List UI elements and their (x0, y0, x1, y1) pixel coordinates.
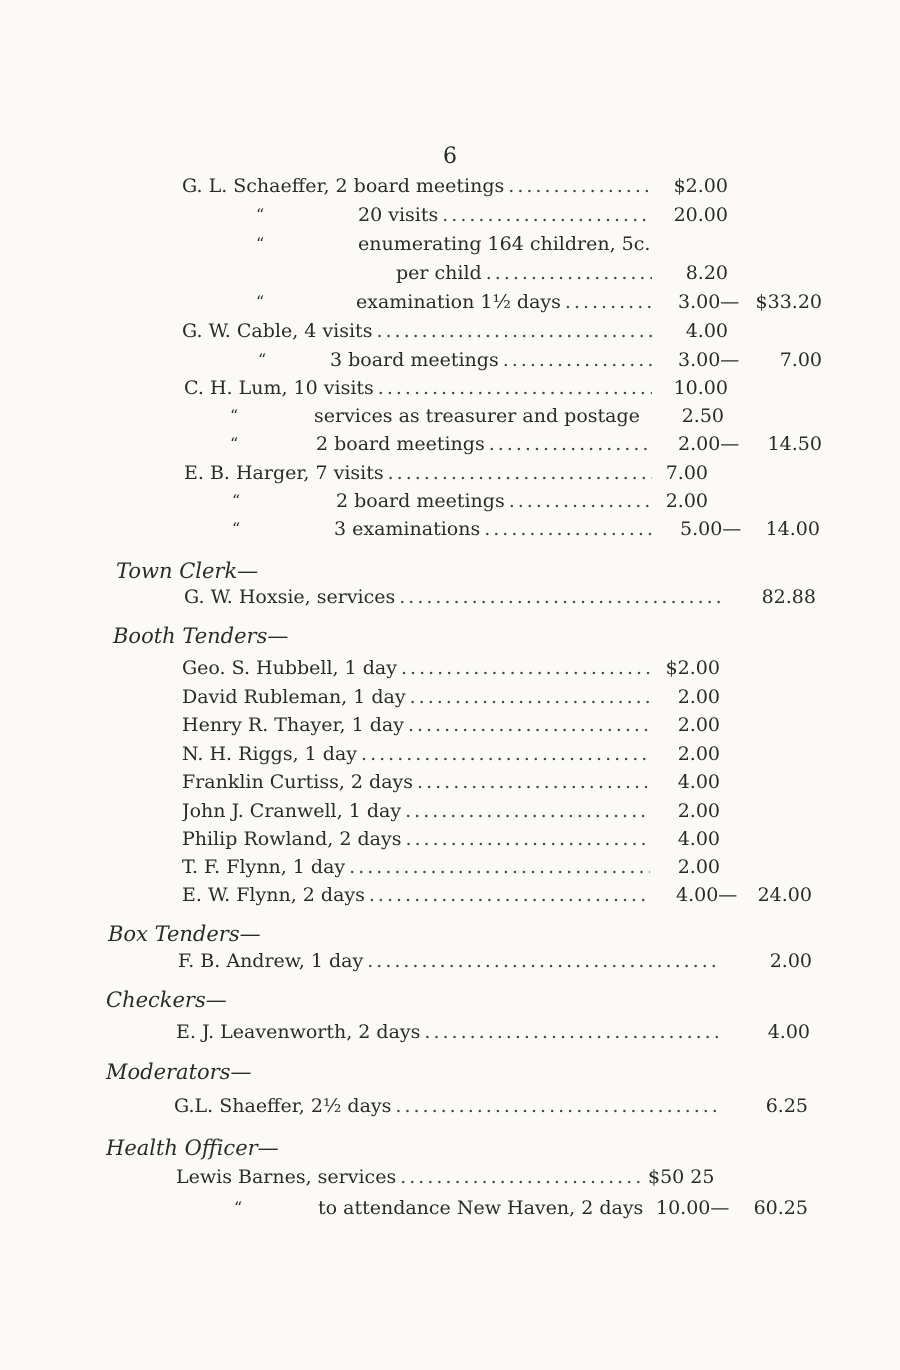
line-text: F. B. Andrew, 1 day (178, 950, 364, 972)
section-heading: Booth Tenders— (113, 624, 289, 648)
line-amount: 4.00 (685, 320, 728, 342)
line-text: 2 board meetings (336, 490, 505, 512)
line-text: per child (396, 262, 482, 284)
line-amount: $2.00 (673, 175, 728, 197)
line-total: 24.00 (757, 884, 812, 906)
line-total: 7.00 (779, 349, 822, 371)
ledger-line (182, 259, 822, 287)
leader-dots (367, 947, 720, 975)
ledger-line (182, 740, 822, 768)
line-text: C. H. Lum, 10 visits (184, 377, 374, 399)
line-total: 14.00 (765, 518, 820, 540)
line-text: E. J. Leavenworth, 2 days (176, 1021, 421, 1043)
leader-dots (388, 459, 652, 487)
leader-dots (503, 346, 652, 374)
leader-dots (417, 768, 650, 796)
ledger-line (184, 487, 822, 515)
leader-dots (486, 259, 652, 287)
leader-dots (489, 430, 652, 458)
ditto-mark: “ (232, 491, 241, 510)
line-total: 2.00 (769, 950, 812, 972)
section-heading: Checkers— (106, 988, 227, 1012)
line-text: 2 board meetings (316, 433, 485, 455)
ledger-line (182, 230, 822, 258)
leader-dots (565, 288, 652, 316)
line-amount: $50 25 (648, 1166, 715, 1188)
line-amount: 10.00— (656, 1197, 730, 1219)
leader-dots (361, 740, 650, 768)
leader-dots (508, 172, 652, 200)
ledger-line (182, 346, 822, 374)
leader-dots (405, 825, 650, 853)
leader-dots (399, 583, 724, 611)
line-amount: $2.00 (665, 657, 720, 679)
line-amount: 20.00 (673, 204, 728, 226)
line-amount: 2.00 (677, 856, 720, 878)
ledger-line (184, 515, 822, 543)
leader-dots (376, 317, 652, 345)
line-amount: 8.20 (685, 262, 728, 284)
line-text: Philip Rowland, 2 days (182, 828, 402, 850)
line-text: 3 board meetings (330, 349, 499, 371)
leader-dots (400, 1163, 644, 1191)
ledger-line (184, 430, 822, 458)
section-heading: Town Clerk— (116, 559, 259, 583)
ledger-line (182, 768, 822, 796)
ditto-mark: “ (256, 292, 265, 311)
line-amount: 10.00 (673, 377, 728, 399)
ledger-line (176, 1163, 816, 1191)
line-total: 6.25 (765, 1095, 808, 1117)
line-text: John J. Cranwell, 1 day (182, 800, 402, 822)
line-text: services as treasurer and postage (314, 405, 640, 427)
line-total: $33.20 (755, 291, 822, 313)
ledger-line (182, 881, 822, 909)
line-text: Geo. S. Hubbell, 1 day (182, 657, 397, 679)
line-text: Franklin Curtiss, 2 days (182, 771, 414, 793)
ditto-mark: “ (232, 519, 241, 538)
section-heading: Moderators— (106, 1060, 252, 1084)
leader-dots (349, 853, 650, 881)
ledger-line (184, 583, 822, 611)
leader-dots (424, 1018, 718, 1046)
ledger-line (182, 711, 822, 739)
line-text: G. W. Cable, 4 visits (182, 320, 373, 342)
section-heading: Box Tenders— (108, 922, 261, 946)
line-amount: 2.00 (677, 800, 720, 822)
ditto-mark: “ (230, 434, 239, 453)
line-text: 3 examinations (334, 518, 481, 540)
leader-dots (378, 374, 652, 402)
line-total: 14.50 (767, 433, 822, 455)
leader-dots (442, 201, 652, 229)
ledger-line (182, 317, 822, 345)
ledger-line (182, 797, 822, 825)
ditto-mark: “ (256, 234, 265, 253)
ledger-line (182, 825, 822, 853)
ledger-line (184, 374, 822, 402)
ledger-line (182, 172, 822, 200)
ledger-line (182, 654, 822, 682)
line-text: Lewis Barnes, services (176, 1166, 397, 1188)
line-amount: 4.00 (677, 828, 720, 850)
leader-dots (484, 515, 652, 543)
ledger-line (182, 853, 822, 881)
page-number: 6 (443, 144, 457, 169)
ledger-line (182, 288, 822, 316)
line-text: G. L. Schaeffer, 2 board meetings (182, 175, 505, 197)
ledger-line (176, 1018, 816, 1046)
line-amount: 2.00 (665, 490, 708, 512)
ditto-mark: “ (234, 1198, 243, 1217)
line-amount: 5.00— (680, 518, 742, 540)
ledger-line (184, 402, 822, 430)
ledger-line (176, 1194, 816, 1222)
ditto-mark: “ (230, 406, 239, 425)
line-text: G. W. Hoxsie, services (184, 586, 396, 608)
line-total: 4.00 (767, 1021, 810, 1043)
line-total: 60.25 (753, 1197, 808, 1219)
line-amount: 3.00— (678, 349, 740, 371)
leader-dots (401, 654, 650, 682)
line-amount: 3.00— (678, 291, 740, 313)
ledger-line (184, 459, 822, 487)
line-amount: 4.00— (676, 884, 738, 906)
ledger-line (182, 201, 822, 229)
leader-dots (408, 711, 650, 739)
line-text: G.L. Shaeffer, 2½ days (174, 1095, 392, 1117)
line-amount: 2.00 (677, 743, 720, 765)
line-amount: 7.00 (665, 462, 708, 484)
line-text: E. B. Harger, 7 visits (184, 462, 384, 484)
line-text: T. F. Flynn, 1 day (182, 856, 346, 878)
line-amount: 2.50 (681, 405, 724, 427)
line-text: Henry R. Thayer, 1 day (182, 714, 404, 736)
line-amount: 2.00— (678, 433, 740, 455)
line-text: examination 1½ days (356, 291, 561, 313)
line-amount: 4.00 (677, 771, 720, 793)
section-heading: Health Officer— (106, 1136, 279, 1160)
leader-dots (509, 487, 652, 515)
line-amount: 2.00 (677, 686, 720, 708)
line-text: enumerating 164 children, 5c. (358, 233, 651, 255)
ledger-line (174, 1092, 814, 1120)
leader-dots (369, 881, 648, 909)
line-total: 82.88 (761, 586, 816, 608)
line-text: David Rubleman, 1 day (182, 686, 406, 708)
line-amount: 2.00 (677, 714, 720, 736)
leader-dots (395, 1092, 716, 1120)
leader-dots (410, 683, 650, 711)
line-text: 20 visits (358, 204, 439, 226)
ledger-line (178, 947, 818, 975)
ditto-mark: “ (258, 350, 267, 369)
line-text: N. H. Riggs, 1 day (182, 743, 358, 765)
line-text: to attendance New Haven, 2 days (318, 1197, 644, 1219)
ditto-mark: “ (256, 205, 265, 224)
ledger-line (182, 683, 822, 711)
leader-dots (405, 797, 650, 825)
line-text: E. W. Flynn, 2 days (182, 884, 365, 906)
